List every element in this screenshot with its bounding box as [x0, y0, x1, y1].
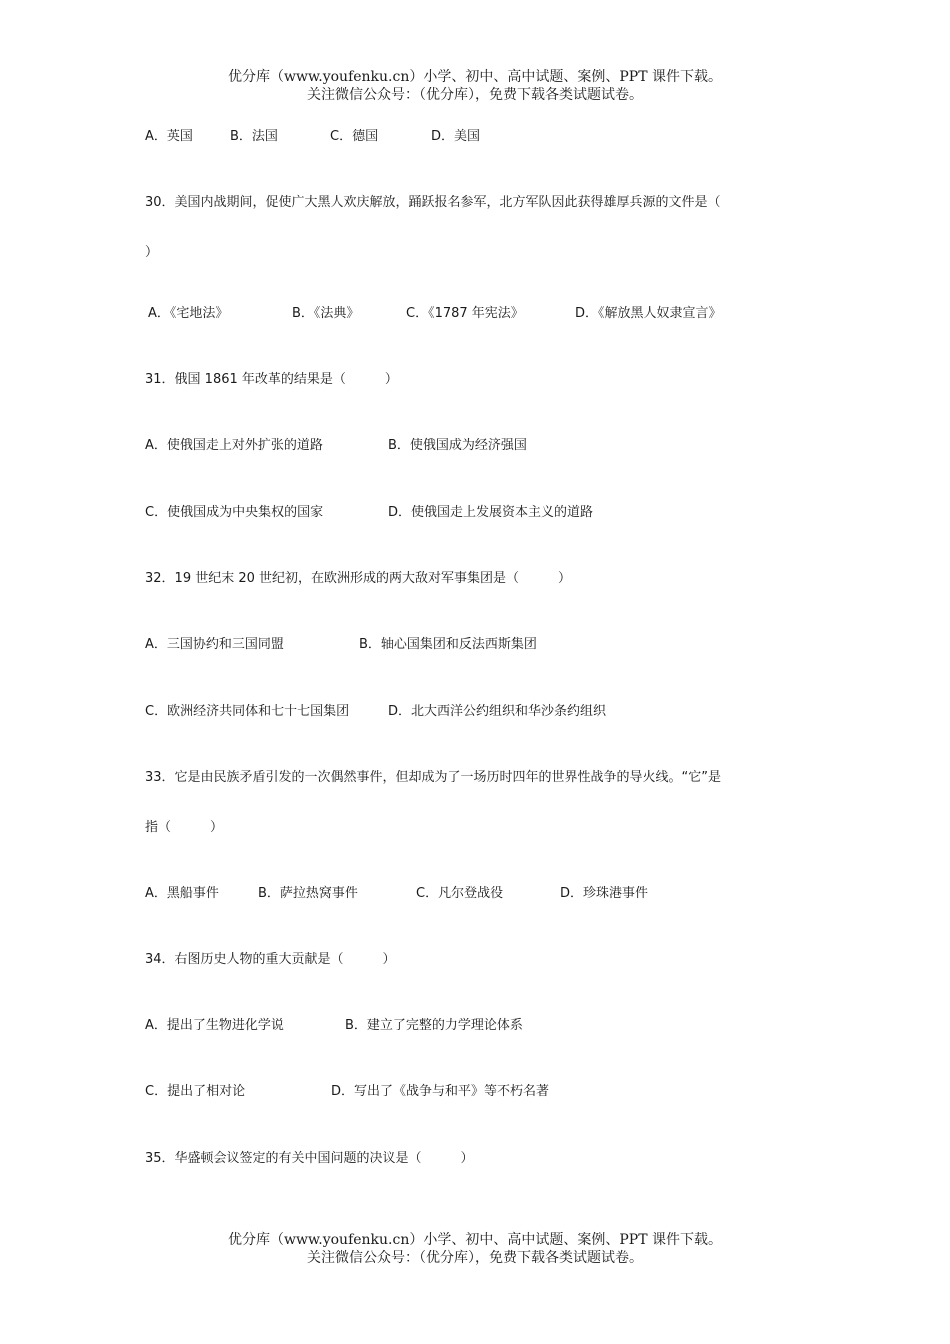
q29-option-a: A．英国 — [145, 129, 193, 144]
q33-option-c: C．凡尔登战役 — [416, 886, 504, 901]
q30-option-c: C．《1787 年宪法》 — [406, 306, 524, 321]
q31-stem: 31．俄国 1861 年改革的结果是（ ） — [145, 372, 398, 387]
q29-option-b: B．法国 — [230, 129, 278, 144]
page-footer — [0, 1231, 950, 1267]
q35-stem: 35．华盛顿会议签定的有关中国问题的决议是（ ） — [145, 1151, 474, 1166]
q31-option-c: C．使俄国成为中央集权的国家 — [145, 505, 324, 520]
q31-option-a: A．使俄国走上对外扩张的道路 — [145, 438, 323, 453]
q34-option-d: D．写出了《战争与和平》等不朽名著 — [331, 1084, 550, 1099]
footer-line-2: 关注微信公众号：（优分库），免费下载各类试题试卷。 — [307, 1250, 643, 1266]
q34-option-a: A．提出了生物进化学说 — [145, 1018, 284, 1033]
page-header — [0, 68, 950, 104]
header-line-1: 优分库（www.youfenku.cn）小学、初中、高中试题、案例、PPT 课件下载。 — [227, 69, 722, 85]
q32-stem: 32．19 世纪末 20 世纪初，在欧洲形成的两大敌对军事集团是（ ） — [145, 571, 572, 586]
q33-option-b: B．萨拉热窝事件 — [258, 886, 358, 901]
q30-option-d: D．《解放黑人奴隶宣言》 — [575, 306, 722, 321]
q30-option-b: B．《法典》 — [292, 306, 360, 321]
q29-option-d: D．美国 — [431, 129, 481, 144]
q33-stem-line2: 指（ ） — [145, 820, 224, 835]
q34-stem: 34．右图历史人物的重大贡献是（ ） — [145, 952, 396, 967]
q32-option-c: C．欧洲经济共同体和七十七国集团 — [145, 704, 350, 719]
q33-stem-line1: 33．它是由民族矛盾引发的一次偶然事件，但却成为了一场历时四年的世界性战争的导火线。“它”是 — [145, 770, 722, 785]
q33-option-d: D．珍珠港事件 — [560, 886, 649, 901]
q34-option-c: C．提出了相对论 — [145, 1084, 246, 1099]
q31-option-d: D．使俄国走上发展资本主义的道路 — [388, 505, 594, 520]
q29-option-c: C．德国 — [330, 129, 379, 144]
header-line-2: 关注微信公众号：（优分库），免费下载各类试题试卷。 — [307, 87, 643, 103]
footer-line-1: 优分库（www.youfenku.cn）小学、初中、高中试题、案例、PPT 课件下载。 — [227, 1232, 722, 1248]
q30-option-a: A．《宅地法》 — [148, 306, 229, 321]
q32-option-b: B．轴心国集团和反法西斯集团 — [359, 637, 537, 652]
q30-stem-line1: 30．美国内战期间，促使广大黑人欢庆解放，踊跃报名参军，北方军队因此获得雄厚兵源的文件是（ — [145, 195, 721, 210]
q32-option-a: A．三国协约和三国同盟 — [145, 637, 284, 652]
q31-option-b: B．使俄国成为经济强国 — [388, 438, 527, 453]
q32-option-d: D．北大西洋公约组织和华沙条约组织 — [388, 704, 607, 719]
q33-option-a: A．黑船事件 — [145, 886, 219, 901]
q30-stem-line2: ） — [145, 245, 159, 260]
q34-option-b: B．建立了完整的力学理论体系 — [345, 1018, 523, 1033]
